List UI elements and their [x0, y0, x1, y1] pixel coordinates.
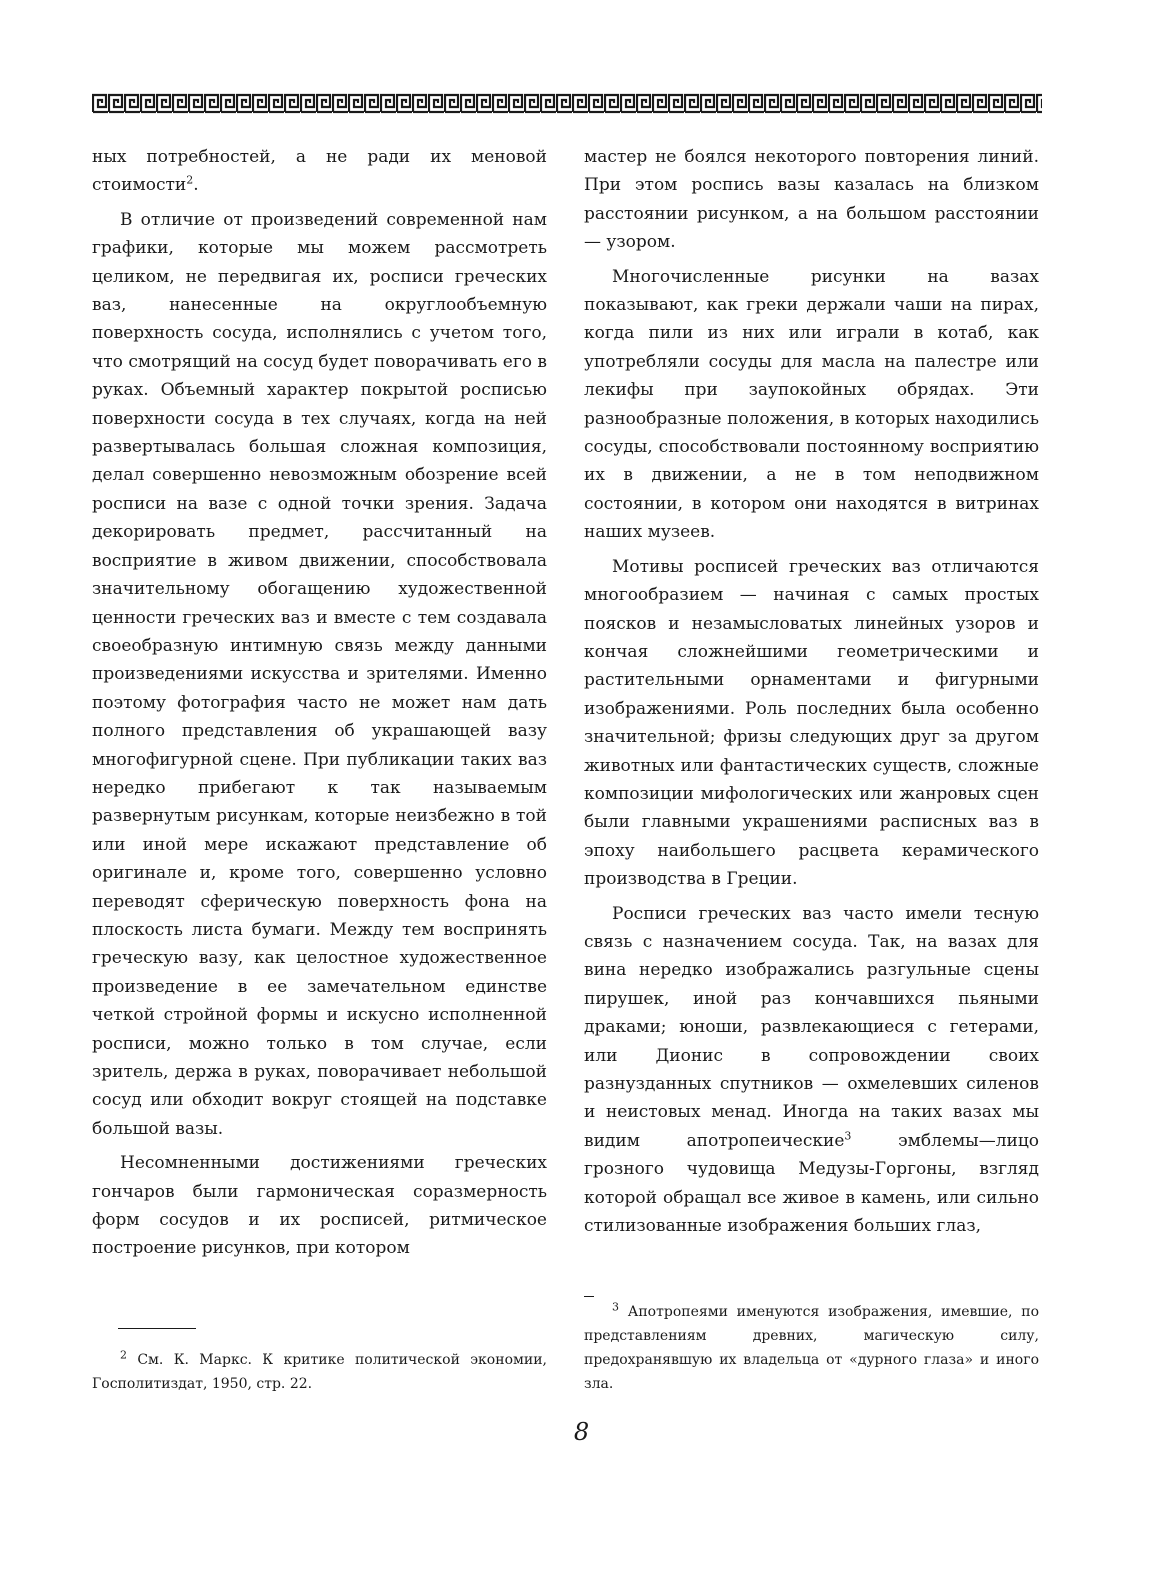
- left-paragraph-3: Несомненными достижениями греческих гончаров были гармоническая соразмерность форм сосудов и их росписей, ритмическое построение рисунков, при котором: [92, 1153, 547, 1259]
- footnote-marker: 3: [612, 1300, 619, 1314]
- right-column: [584, 143, 1039, 1246]
- footnote-divider-right: [584, 1296, 594, 1297]
- right-paragraph-4: Росписи греческих ваз часто имели тесную связь с назначением сосуда. Так, на вазах для вина нередко изображались разгульные сцены пирушек, иной раз кончавшихся пьяными драками; юноши, развлекающиеся с гетерами, или Дионис в сопровождении своих разнузданных спутников — охмелевших силенов и неистовых менад. Иногда на таких вазах мы видим апотропеические$^3$ эмблемы—лицо грозного чудовища Медузы-Горгоны, взгляд которой обращал все живое в камень, или сильно стилизованные изображения больших глаз,: [584, 903, 1039, 1237]
- right-paragraph-2: Многочисленные рисунки на вазах показывают, как греки держали чаши на пирах, когда пили из них или играли в котаб, как употребляли сосуды для масла на палестре или лекифы при заупокойных обрядах. Эти разнообразные положения, в которых находились сосуды, способствовали постоянному восприятию их в движении, а не в том неподвижном состоянии, в котором они находятся в витринах наших музеев.: [584, 266, 1039, 543]
- greek-key-border: [92, 92, 1042, 114]
- footnote-divider-left: [118, 1328, 196, 1329]
- left-paragraph-1: ных потребностей, а не ради их меновой стоимости$^2$.: [92, 147, 547, 196]
- page-number: 8: [573, 1418, 590, 1446]
- right-paragraph-1: мастер не боялся некоторого повторения линий. При этом роспись вазы казалась на близком расстоянии рисунком, а на большом расстоянии — узором.: [584, 147, 1039, 253]
- footnote-ref-3: 3: [844, 1129, 852, 1143]
- footnote-3: $^3$ Апотропеями именуются изображения, имевшие, по представлениям древних, магическую силу, предохранявшую их владельца от «дурного глаза» и иного зла.: [584, 1300, 1040, 1392]
- footnote-2: $^2$ См. К. Маркс. К критике политической экономии, Госполитиздат, 1950, стр. 22.: [92, 1348, 547, 1392]
- left-paragraph-2: В отличие от произведений современной нам графики, которые мы можем рассмотреть целиком, не передвигая их, росписи греческих ваз, нанесенные на округлообъемную поверхность сосуда, исполнялись с учетом того, что смотрящий на сосуд будет поворачивать его в руках. Объемный характер покрытой росписью поверхности сосуда в тех случаях, когда на ней развертывалась большая сложная композиция, делал совершенно невозможным обозрение всей росписи на вазе с одной точки зрения. Задача декорировать предмет, рассчитанный на восприятие в живом движении, способствовала значительному обогащению художественной ценности греческих ваз и вместе с тем создавала своеобразную интимную связь между данными произведениями искусства и зрителями. Именно поэтому фотография часто не может нам дать полного представления об украшающей вазу многофигурной сцене. При публикации таких ваз нередко прибегают к так называемым развернутым рисункам, которые неизбежно в той или иной мере искажают представление об оригинале и, кроме того, совершенно условно переводят сферическую поверхность фона на плоскость листа бумаги. Между тем воспринять греческую вазу, как целостное художественное произведение в ее замечательном единстве четкой стройной формы и искусно исполненной росписи, можно только в том случае, если зритель, держа в руках, поворачивает небольшой сосуд или обходит вокруг стоящей на подставке большой вазы.: [92, 209, 547, 1139]
- footnote-ref-2: 2: [186, 173, 194, 187]
- left-column: [92, 143, 547, 1269]
- footnote-marker: 2: [120, 1348, 127, 1362]
- right-paragraph-3: Мотивы росписей греческих ваз отличаются многообразием — начиная с самых простых поясков и незамысловатых линейных узоров и кончая сложнейшими геометрическими и растительными орнаментами и фигурными изображениями. Роль последних была особенно значительной; фризы следующих друг за другом животных или фантастических существ, сложные композиции мифологических или жанровых сцен были главными украшениями расписных ваз в эпоху наибольшего расцвета керамического производства в Греции.: [584, 556, 1039, 890]
